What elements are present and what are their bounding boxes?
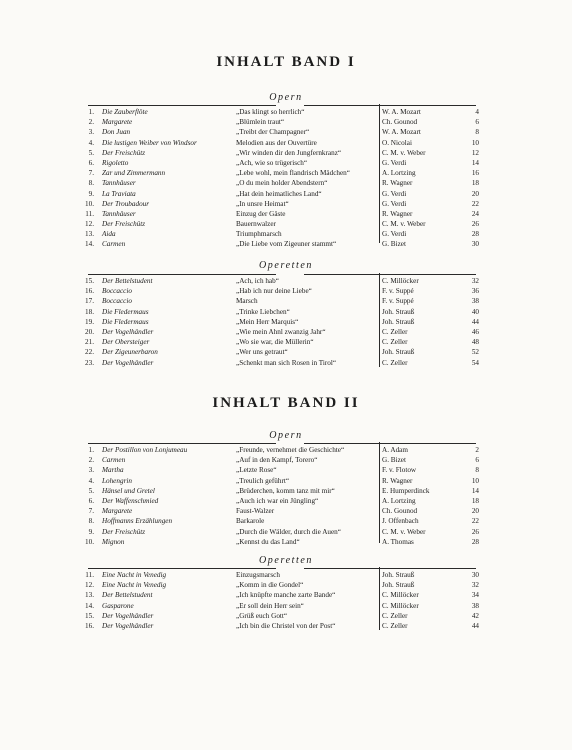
entry-page: 22 — [471, 517, 479, 526]
toc-entry — [80, 347, 480, 357]
entry-piece: „Wo sie war, die Müllerin“ — [236, 338, 314, 347]
entry-number: 2. — [88, 456, 94, 465]
toc-entry — [80, 229, 480, 239]
entry-opera: Der Waffenschmied — [102, 496, 159, 505]
entry-number: 9. — [88, 527, 94, 536]
entry-page: 30 — [471, 571, 479, 579]
entry-page: 32 — [471, 277, 479, 285]
entry-opera: Zar und Zimmermann — [102, 169, 166, 178]
divider — [88, 568, 276, 569]
entry-number: 20. — [85, 327, 94, 336]
entry-number: 8. — [88, 517, 94, 526]
entry-opera: Der Vogelhändler — [102, 358, 154, 367]
entry-piece: „Die Liebe vom Zigeuner stammt“ — [236, 240, 337, 249]
entry-page: 42 — [471, 611, 479, 620]
toc-entry — [80, 570, 480, 580]
entry-number: 15. — [85, 277, 94, 285]
entry-number: 13. — [85, 591, 94, 600]
entry-page: 34 — [471, 591, 479, 600]
entry-number: 6. — [88, 158, 94, 167]
toc-entry — [80, 486, 480, 496]
entry-number: 15. — [85, 611, 94, 620]
entry-number: 1. — [88, 108, 94, 116]
band2-opern-heading: Opern — [269, 430, 303, 441]
entry-piece: „Ach, ich hab“ — [236, 277, 279, 285]
band2-operetten-heading: Operetten — [258, 555, 313, 566]
entry-number: 7. — [88, 169, 94, 178]
toc-entry — [80, 307, 480, 317]
entry-page: 30 — [471, 240, 479, 249]
entry-opera: Der Zigeunerbaron — [102, 348, 158, 357]
entry-composer: J. Offenbach — [382, 517, 419, 526]
entry-piece: „Trinke Liebchen“ — [236, 307, 290, 316]
band2-operetten-list — [80, 570, 480, 631]
entry-page: 40 — [471, 307, 479, 316]
toc-entry — [80, 580, 480, 590]
entry-opera: Carmen — [102, 240, 126, 249]
entry-composer: C. Zeller — [382, 611, 408, 620]
entry-number: 11. — [85, 571, 94, 579]
entry-piece: „Ach, wie so trügerisch“ — [236, 158, 308, 167]
entry-opera: Eine Nacht in Venedig — [102, 571, 167, 579]
entry-number: 5. — [88, 486, 94, 495]
entry-page: 24 — [471, 209, 479, 218]
entry-composer: C. Zeller — [382, 358, 408, 367]
entry-opera: Der Vogelhändler — [102, 611, 154, 620]
toc-entry — [80, 516, 480, 526]
entry-composer: W. A. Mozart — [382, 108, 421, 116]
entry-page: 18 — [471, 496, 479, 505]
entry-page: 10 — [471, 138, 479, 147]
toc-entry — [80, 590, 480, 600]
toc-entry — [80, 209, 480, 219]
entry-piece: „Letzte Rose“ — [236, 466, 277, 475]
toc-entry — [80, 168, 480, 178]
entry-number: 5. — [88, 148, 94, 157]
divider — [88, 274, 276, 275]
entry-composer: Joh. Strauß — [382, 307, 415, 316]
column-rule — [379, 273, 380, 367]
entry-opera: Carmen — [102, 456, 126, 465]
toc-entry — [80, 601, 480, 611]
column-rule — [379, 442, 380, 543]
toc-entry — [80, 296, 480, 306]
entry-page: 54 — [471, 358, 479, 367]
entry-number: 2. — [88, 118, 94, 127]
entry-page: 6 — [475, 118, 479, 127]
entry-page: 6 — [475, 456, 479, 465]
toc-entry — [80, 455, 480, 465]
entry-piece: „Kennst du das Land“ — [236, 537, 300, 546]
entry-composer: A. Adam — [382, 446, 408, 454]
entry-number: 12. — [85, 220, 94, 229]
entry-composer: C. Zeller — [382, 621, 408, 630]
entry-page: 38 — [471, 601, 479, 610]
entry-piece: „Auf in den Kampf, Torero“ — [236, 456, 318, 465]
entry-number: 3. — [88, 466, 94, 475]
toc-entry — [80, 158, 480, 168]
entry-composer: Joh. Strauß — [382, 317, 415, 326]
entry-opera: Der Bettelstudent — [102, 277, 153, 285]
entry-piece: „Treulich geführt“ — [236, 476, 290, 485]
entry-piece: „Ich bin die Christel von der Post“ — [236, 621, 336, 630]
entry-page: 14 — [471, 158, 479, 167]
column-rule — [379, 104, 380, 243]
entry-composer: R. Wagner — [382, 476, 413, 485]
entry-page: 2 — [475, 446, 479, 454]
toc-entry — [80, 276, 480, 286]
entry-number: 10. — [85, 199, 94, 208]
entry-composer: F. v. Suppé — [382, 297, 414, 306]
entry-composer: F. v. Flotow — [382, 466, 417, 475]
entry-composer: Joh. Strauß — [382, 581, 415, 590]
toc-entry — [80, 527, 480, 537]
toc-entry — [80, 476, 480, 486]
entry-piece: Bauernwalzer — [236, 220, 276, 229]
entry-opera: Der Troubadour — [102, 199, 150, 208]
entry-page: 20 — [471, 507, 479, 516]
toc-entry — [80, 317, 480, 327]
entry-piece: „Das klingt so herrlich“ — [236, 108, 305, 116]
entry-composer: G. Verdi — [382, 158, 407, 167]
entry-composer: A. Thomas — [382, 537, 414, 546]
entry-composer: C. Millöcker — [382, 277, 419, 285]
toc-entry — [80, 537, 480, 547]
entry-number: 1. — [88, 446, 94, 454]
entry-piece: „Lebe wohl, mein flandrisch Mädchen“ — [236, 169, 350, 178]
entry-opera: Martha — [102, 466, 124, 475]
entry-opera: Die Zauberflöte — [102, 108, 148, 116]
divider — [88, 443, 276, 444]
entry-composer: O. Nicolai — [382, 138, 412, 147]
band2-title: INHALT BAND II — [212, 395, 360, 411]
entry-opera: Margarete — [102, 507, 133, 516]
toc-entry — [80, 496, 480, 506]
entry-opera: Die Fledermaus — [102, 317, 149, 326]
entry-opera: Der Freischütz — [102, 220, 146, 229]
entry-number: 10. — [85, 537, 94, 546]
entry-page: 38 — [471, 297, 479, 306]
toc-entry — [80, 337, 480, 347]
toc-entry — [80, 506, 480, 516]
entry-piece: „Hab ich nur deine Liebe“ — [236, 287, 312, 296]
entry-piece: „Wie mein Ahnl zwanzig Jahr“ — [236, 327, 326, 336]
entry-number: 3. — [88, 128, 94, 137]
entry-opera: Boccaccio — [102, 287, 132, 296]
entry-page: 14 — [471, 486, 479, 495]
entry-opera: Die Fledermaus — [102, 307, 149, 316]
entry-page: 20 — [471, 189, 479, 198]
toc-entry — [80, 239, 480, 249]
toc-entry — [80, 199, 480, 209]
toc-entry — [80, 327, 480, 337]
band2-opern-list — [80, 445, 480, 547]
entry-number: 18. — [85, 307, 94, 316]
entry-number: 4. — [88, 476, 94, 485]
entry-piece: „Schenkt man sich Rosen in Tirol“ — [236, 358, 337, 367]
entry-composer: Joh. Strauß — [382, 571, 415, 579]
entry-composer: W. A. Mozart — [382, 128, 421, 137]
entry-composer: C. Millöcker — [382, 591, 419, 600]
entry-page: 10 — [471, 476, 479, 485]
entry-opera: Margarete — [102, 118, 133, 127]
entry-composer: G. Verdi — [382, 189, 407, 198]
entry-opera: Tannhäuser — [102, 179, 136, 188]
entry-piece: „O du mein holder Abendstern“ — [236, 179, 328, 188]
entry-number: 6. — [88, 496, 94, 505]
entry-composer: C. M. v. Weber — [382, 527, 426, 536]
entry-piece: „In unsre Heimat“ — [236, 199, 289, 208]
entry-number: 16. — [85, 621, 94, 630]
entry-opera: Boccaccio — [102, 297, 132, 306]
entry-composer: G. Bizet — [382, 240, 406, 249]
entry-piece: Melodien aus der Ouvertüre — [236, 138, 317, 147]
entry-composer: F. v. Suppé — [382, 287, 414, 296]
entry-piece: Triumphmarsch — [236, 230, 282, 239]
entry-number: 4. — [88, 138, 94, 147]
entry-opera: Eine Nacht in Venedig — [102, 581, 167, 590]
entry-piece: „Treibt der Champagner“ — [236, 128, 310, 137]
entry-piece: „Blümlein traut“ — [236, 118, 285, 127]
entry-opera: Der Vogelhändler — [102, 621, 154, 630]
entry-piece: „Durch die Wälder, durch die Auen“ — [236, 527, 341, 536]
entry-opera: Lohengrin — [102, 476, 132, 485]
divider — [304, 274, 476, 275]
entry-page: 48 — [471, 338, 479, 347]
entry-composer: G. Verdi — [382, 230, 407, 239]
entry-number: 13. — [85, 230, 94, 239]
entry-piece: „Auch ich war ein Jüngling“ — [236, 496, 319, 505]
entry-page: 16 — [471, 169, 479, 178]
divider — [304, 568, 476, 569]
entry-opera: Der Bettelstudent — [102, 591, 153, 600]
entry-composer: C. M. v. Weber — [382, 220, 426, 229]
entry-composer: G. Verdi — [382, 199, 407, 208]
entry-opera: Rigoletto — [102, 158, 129, 167]
toc-entry — [80, 286, 480, 296]
entry-number: 17. — [85, 297, 94, 306]
entry-opera: Hoffmanns Erzählungen — [102, 517, 173, 526]
entry-page: 44 — [471, 317, 479, 326]
toc-entry — [80, 127, 480, 137]
entry-opera: Gasparone — [102, 601, 134, 610]
entry-opera: Mignon — [102, 537, 125, 546]
toc-entry — [80, 189, 480, 199]
toc-entry — [80, 178, 480, 188]
column-rule — [379, 567, 380, 630]
entry-composer: Ch. Gounod — [382, 507, 418, 516]
entry-number: 7. — [88, 507, 94, 516]
entry-composer: E. Humperdinck — [382, 486, 430, 495]
divider — [304, 443, 476, 444]
entry-opera: Tannhäuser — [102, 209, 136, 218]
entry-opera: Der Postillon von Lonjumeau — [102, 446, 188, 454]
entry-page: 8 — [475, 128, 479, 137]
band1-opern-list — [80, 107, 480, 250]
entry-number: 21. — [85, 338, 94, 347]
entry-page: 32 — [471, 581, 479, 590]
toc-entry — [80, 358, 480, 368]
entry-opera: Der Freischütz — [102, 527, 146, 536]
entry-piece: „Wer uns getraut“ — [236, 348, 288, 357]
entry-opera: Der Freischütz — [102, 148, 146, 157]
divider — [88, 105, 276, 106]
entry-opera: Der Obersteiger — [102, 338, 150, 347]
entry-opera: Aida — [102, 230, 116, 239]
entry-piece: „Er soll dein Herr sein“ — [236, 601, 304, 610]
entry-piece: „Grüß euch Gott“ — [236, 611, 288, 620]
toc-entry — [80, 621, 480, 631]
entry-page: 36 — [471, 287, 479, 296]
toc-entry — [80, 219, 480, 229]
entry-piece: Einzug der Gäste — [236, 209, 286, 218]
entry-opera: Hänsel und Gretel — [102, 486, 155, 495]
entry-composer: R. Wagner — [382, 179, 413, 188]
entry-piece: Einzugsmarsch — [236, 571, 280, 579]
band1-opern-heading: Opern — [269, 92, 303, 103]
entry-page: 22 — [471, 199, 479, 208]
entry-opera: Die lustigen Weiber von Windsor — [102, 138, 197, 147]
entry-piece: „Freunde, vernehmet die Geschichte“ — [236, 446, 345, 454]
entry-composer: G. Bizet — [382, 456, 406, 465]
toc-entry — [80, 611, 480, 621]
toc-entry — [80, 445, 480, 455]
band1-operetten-heading: Operetten — [258, 260, 313, 271]
entry-composer: C. Millöcker — [382, 601, 419, 610]
entry-page: 26 — [471, 527, 479, 536]
entry-number: 19. — [85, 317, 94, 326]
entry-page: 18 — [471, 179, 479, 188]
entry-page: 28 — [471, 537, 479, 546]
entry-composer: A. Lortzing — [382, 169, 416, 178]
entry-composer: Joh. Strauß — [382, 348, 415, 357]
entry-piece: „Ich knüpfte manche zarte Bande“ — [236, 591, 336, 600]
entry-composer: C. Zeller — [382, 338, 408, 347]
entry-composer: C. M. v. Weber — [382, 148, 426, 157]
entry-composer: C. Zeller — [382, 327, 408, 336]
entry-page: 52 — [471, 348, 479, 357]
entry-opera: Der Vogelhändler — [102, 327, 154, 336]
entry-composer: Ch. Gounod — [382, 118, 418, 127]
entry-number: 14. — [85, 240, 94, 249]
entry-page: 12 — [471, 148, 479, 157]
divider — [304, 105, 476, 106]
entry-number: 22. — [85, 348, 94, 357]
band1-title: INHALT BAND I — [216, 54, 356, 70]
entry-number: 16. — [85, 287, 94, 296]
toc-entry — [80, 148, 480, 158]
entry-piece: Barkarole — [236, 517, 265, 526]
band1-operetten-list — [80, 276, 480, 368]
entry-piece: Marsch — [236, 297, 258, 306]
entry-page: 26 — [471, 220, 479, 229]
entry-page: 8 — [475, 466, 479, 475]
toc-entry — [80, 117, 480, 127]
entry-page: 4 — [475, 108, 479, 116]
toc-entry — [80, 465, 480, 475]
entry-page: 28 — [471, 230, 479, 239]
entry-number: 14. — [85, 601, 94, 610]
entry-composer: R. Wagner — [382, 209, 413, 218]
entry-page: 44 — [471, 621, 479, 630]
entry-piece: „Mein Herr Marquis“ — [236, 317, 299, 326]
entry-number: 9. — [88, 189, 94, 198]
entry-composer: A. Lortzing — [382, 496, 416, 505]
entry-piece: Faust-Walzer — [236, 507, 275, 516]
toc-entry — [80, 138, 480, 148]
entry-piece: „Brüderchen, komm tanz mit mir“ — [236, 486, 335, 495]
entry-piece: „Hat dein heimatliches Land“ — [236, 189, 322, 198]
entry-piece: „Wir winden dir den Jungfernkranz“ — [236, 148, 342, 157]
entry-opera: La Traviata — [102, 189, 136, 198]
entry-piece: „Komm in die Gondel“ — [236, 581, 304, 590]
entry-number: 23. — [85, 358, 94, 367]
entry-page: 46 — [471, 327, 479, 336]
entry-number: 12. — [85, 581, 94, 590]
entry-number: 11. — [85, 209, 94, 218]
entry-number: 8. — [88, 179, 94, 188]
toc-entry — [80, 107, 480, 117]
entry-opera: Don Juan — [102, 128, 131, 137]
